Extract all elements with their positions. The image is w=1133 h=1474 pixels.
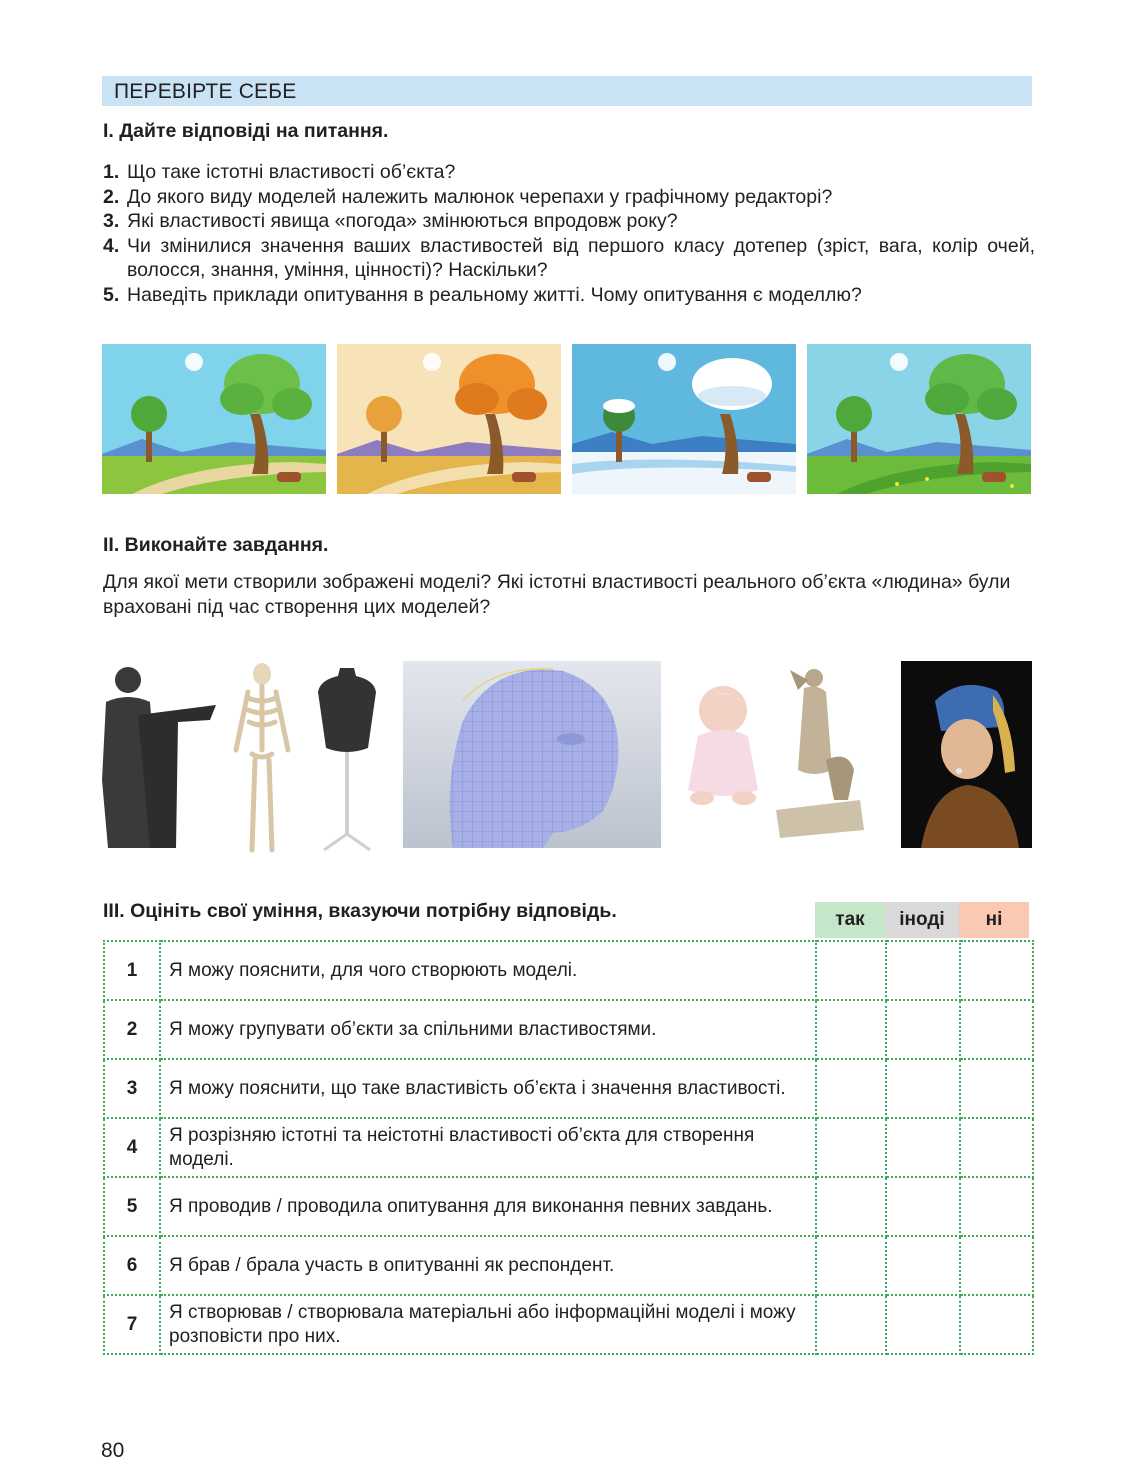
answer-no-cell[interactable] [960, 1000, 1033, 1059]
table-row [104, 1295, 1033, 1354]
question-4: 4. Чи змінилися значення ваших властивостей від першого класу дотепер (зріст, вага, колір очей, волосся, знання, уміння, цінності)? Наскільки? [103, 234, 1035, 281]
row-number: 1 [104, 941, 160, 1000]
skill-text: Я проводив / проводила опитування для виконання певних завдань. [160, 1177, 816, 1236]
table-row [104, 1000, 1033, 1059]
answer-sometimes-cell[interactable] [886, 1177, 960, 1236]
answer-sometimes-cell[interactable] [886, 941, 960, 1000]
answer-yes-cell[interactable] [816, 1236, 886, 1295]
portrait-painting-image [901, 661, 1032, 848]
answer-yes-cell[interactable] [816, 1118, 886, 1177]
question-2: 2. До якого виду моделей належить малюнок черепахи у графічному редакторі? [103, 185, 833, 208]
answer-no-cell[interactable] [960, 941, 1033, 1000]
skills-table [103, 940, 1034, 1355]
question-5: 5. Наведіть приклади опитування в реальному житті. Чому опитування є моделлю? [103, 283, 862, 306]
mannequin-image [312, 660, 382, 855]
spring-landscape-image [102, 344, 326, 494]
answer-no-cell[interactable] [960, 1059, 1033, 1118]
answer-yes-cell[interactable] [816, 1059, 886, 1118]
section-header: ПЕРЕВІРТЕ СЕБЕ [102, 76, 1032, 106]
question-3: 3. Які властивості явища «погода» змінюються впродовж року? [103, 210, 678, 232]
skill-text: Я розрізняю істотні та неістотні властивості об’єкта для створення моделі. [160, 1118, 816, 1177]
answer-sometimes-cell[interactable] [886, 1236, 960, 1295]
skill-text: Я можу пояснити, що таке властивість об’єкта і значення властивості. [160, 1059, 816, 1118]
answer-sometimes-cell[interactable] [886, 1000, 960, 1059]
section-2-title: ІІ. Виконайте завдання. [103, 534, 329, 556]
section-1-title: І. Дайте відповіді на питання. [103, 120, 389, 142]
doll-image [678, 680, 773, 810]
answer-no-cell[interactable] [960, 1177, 1033, 1236]
summer-landscape-image [807, 344, 1031, 494]
row-number: 5 [104, 1177, 160, 1236]
row-number: 7 [104, 1295, 160, 1354]
table-row [104, 1118, 1033, 1177]
skeleton-image [222, 660, 302, 860]
table-row [104, 1059, 1033, 1118]
table-row [104, 1177, 1033, 1236]
answer-no-cell[interactable] [960, 1118, 1033, 1177]
questions-list [103, 160, 1035, 307]
answer-sometimes-cell[interactable] [886, 1295, 960, 1354]
page-number: 80 [101, 1439, 125, 1462]
question-1: 1. Що таке істотні властивості об’єкта? [103, 161, 456, 183]
answer-yes-cell[interactable] [816, 1177, 886, 1236]
skill-text: Я брав / брала участь в опитуванні як респондент. [160, 1236, 816, 1295]
row-number: 4 [104, 1118, 160, 1177]
row-number: 3 [104, 1059, 160, 1118]
answer-yes-cell[interactable] [816, 941, 886, 1000]
section-3-title: ІІІ. Оцініть свої уміння, вказуючи потрібну відповідь. [103, 900, 617, 922]
answer-yes-cell[interactable] [816, 1295, 886, 1354]
answer-sometimes-cell[interactable] [886, 1059, 960, 1118]
skill-text: Я можу пояснити, для чого створюють моделі. [160, 941, 816, 1000]
table-row [104, 1236, 1033, 1295]
skill-text: Я створював / створювала матеріальні або інформаційні моделі і можу розповісти про них. [160, 1295, 816, 1354]
answer-yes-cell[interactable] [816, 1000, 886, 1059]
answer-sometimes-cell[interactable] [886, 1118, 960, 1177]
row-number: 6 [104, 1236, 160, 1295]
column-header-sometimes: іноді [885, 902, 959, 938]
speaker-silhouette-image [98, 660, 218, 850]
answer-no-cell[interactable] [960, 1236, 1033, 1295]
statue-image [768, 660, 868, 840]
3d-head-mesh-image [403, 661, 661, 848]
answer-no-cell[interactable] [960, 1295, 1033, 1354]
task-text: Для якої мети створили зображені моделі? Які істотні властивості реального об’єкта «людина» були враховані під час створення цих моделей? [103, 571, 1011, 618]
skill-text: Я можу групувати об’єкти за спільними властивостями. [160, 1000, 816, 1059]
winter-landscape-image [572, 344, 796, 494]
table-row [104, 941, 1033, 1000]
column-header-yes: так [815, 902, 885, 938]
column-header-no: ні [959, 902, 1029, 938]
autumn-landscape-image [337, 344, 561, 494]
row-number: 2 [104, 1000, 160, 1059]
